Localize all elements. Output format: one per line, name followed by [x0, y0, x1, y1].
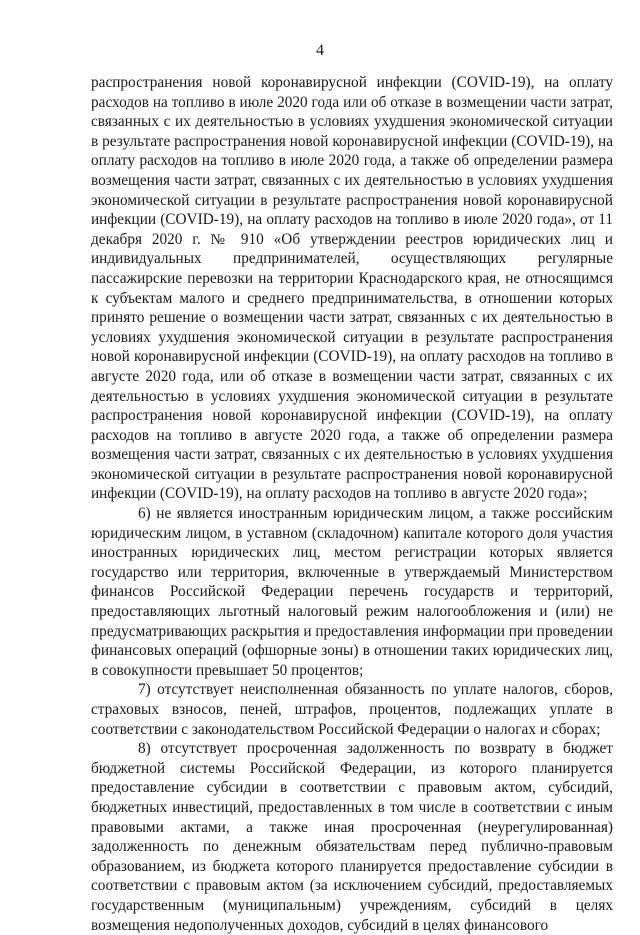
paragraph-6: 6) не является иностранным юридическим лицом, а также российским юридическим лицом, в уставном (складочном) капитале которого доля участия иностранных юридических лиц, местом регистрации которых является государство или территория, включенные в утверждаемый Министерством финансов Российской Федерации перечень государств и территорий, предоставляющих льготный налоговый режим налогообложения и (или) не предусматривающих раскрытия и предоставления информации при проведении финансовых операций (офшорные зоны) в отношении таких юридических лиц, в совокупности превышает 50 процентов; — [91, 505, 613, 679]
paragraph-5-continued: распространения новой коронавирусной инфекции (COVID-19), на оплату расходов на топливо в июле 2020 года или об отказе в возмещении части затрат, связанных с их деятельностью в условиях ухудшения экономической ситуации в результате распространения новой коронавирусной инфекции (COVID-19), на оплату расходов на топливо в июле 2020 года, а также об определении размера возмещения части затрат, связанных с их деятельностью в условиях ухудшения экономической ситуации в результате распространения новой коронавирусной инфекции (COVID-19), на оплату расходов на топливо в июле 2020 года», от 11 декабря 2020 г. № 910 «Об утверждении реестров юридических лиц и индивидуальных предпринимателей, осуществляющих регулярные пассажирские перевозки на территории Краснодарского края, не относящимся к субъектам малого и среднего предпринимательства, в отношении которых принято решение о возмещении части затрат, связанных с их деятельностью в условиях ухудшения экономической ситуации в результате распространения новой коронавирусной инфекции (COVID-19), на оплату расходов на топливо в августе 2020 года, или об отказе в возмещении части затрат, связанных с их деятельностью в условиях ухудшения экономической ситуации в результате распространения новой коронавирусной инфекции (COVID-19), на оплату расходов на топливо в августе 2020 года, а также об определении размера возмещения части затрат, связанных с их деятельностью в условиях ухудшения экономической ситуации в результате распространения новой коронавирусной инфекции (COVID-19), на оплату расходов на топливо в августе 2020 года»; — [91, 74, 613, 503]
page-number: 4 — [316, 42, 324, 59]
document-body — [91, 73, 613, 935]
paragraph-7: 7) отсутствует неисполненная обязанность по уплате налогов, сборов, страховых взносов, пеней, штрафов, процентов, подлежащих уплате в соответствии с законодательством Российской Федерации о налогах и сборах; — [91, 681, 613, 738]
paragraph-8: 8) отсутствует просроченная задолженность по возврату в бюджет бюджетной системы Российской Федерации, из которого планируется предоставление субсидии в соответствии с правовым актом, субсидий, бюджетных инвестиций, предоставленных в том числе в соответствии с иным правовыми актами, а также иная просроченная (неурегулированная) задолженность по денежным обязательствам перед публично-правовым образованием, из бюджета которого планируется предоставление субсидии в соответствии с правовым актом (за исключением субсидий, предоставляемых государственным (муниципальным) учреждениям, субсидий в целях возмещения недополученных доходов, субсидий в целях финансового — [91, 740, 613, 934]
